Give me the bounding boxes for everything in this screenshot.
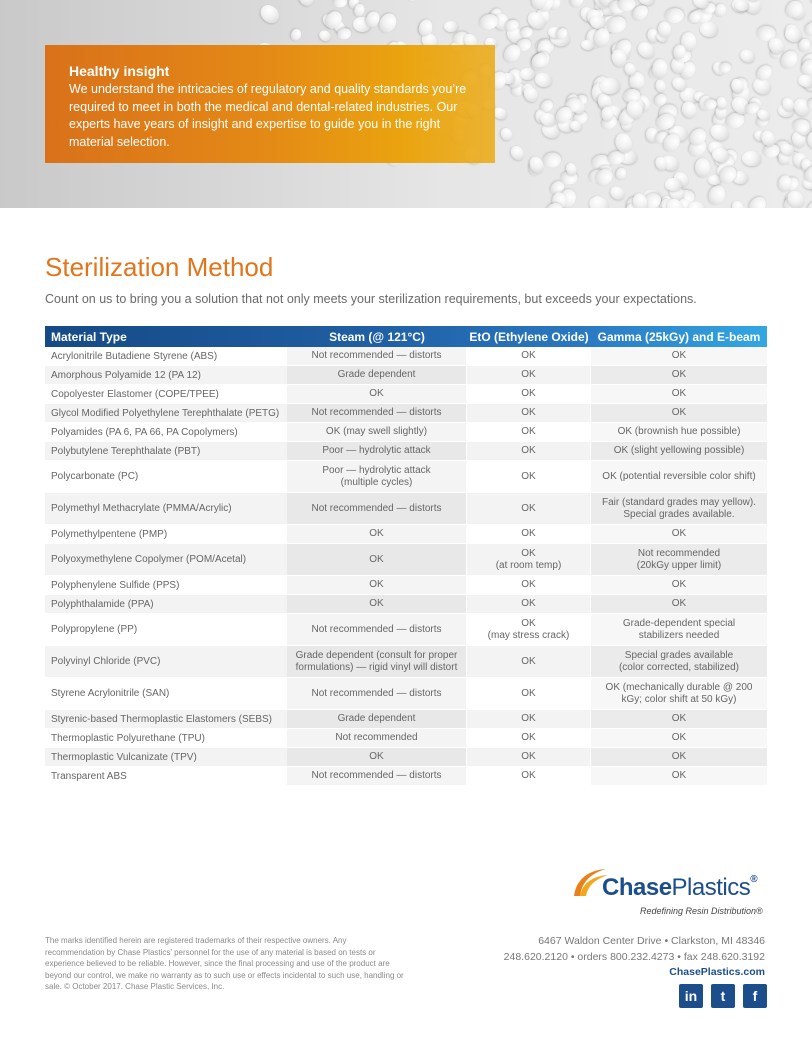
cell-gamma: OK (591, 576, 767, 594)
pellet (738, 47, 756, 64)
cell-gamma: OK (591, 366, 767, 384)
pellet (742, 151, 762, 167)
cell-steam: OK (287, 576, 467, 594)
cell-eto: OK (467, 678, 591, 709)
pellet (542, 152, 562, 168)
cell-steam: Not recommended — distorts (287, 767, 467, 785)
table-row (45, 404, 767, 423)
cell-eto: OK (467, 461, 591, 492)
cell-eto: OK (may stress crack) (467, 614, 591, 645)
cell-gamma: OK (potential reversible color shift) (591, 461, 767, 492)
cell-material: Acrylonitrile Butadiene Styrene (ABS) (51, 350, 218, 362)
chase-plastics-logo (570, 866, 770, 926)
cell-material: Copolyester Elastomer (COPE/TPEE) (51, 388, 219, 400)
header-material-type: Material Type (51, 329, 127, 344)
brand-name (602, 874, 757, 902)
cell-eto: OK (467, 366, 591, 384)
cell-gamma: OK (591, 748, 767, 766)
pellet (745, 194, 769, 208)
website-link[interactable]: ChasePlastics.com (669, 966, 765, 978)
linkedin-icon[interactable]: in (679, 984, 703, 1008)
sterilization-table (45, 326, 767, 786)
cell-steam: Not recommended — distorts (287, 614, 467, 645)
cell-gamma: Grade-dependent special stabilizers needed (591, 614, 767, 645)
cell-gamma: OK (slight yellowing possible) (591, 442, 767, 460)
table-row (45, 442, 767, 461)
cell-steam: OK (287, 385, 467, 403)
pellet (803, 20, 812, 38)
insight-body: We understand the intricacies of regulatory and quality standards you’re required to meet in both the medical and dental-related industries. Our experts have years of insight and expertise to guide you in the right material selection. (69, 82, 467, 149)
section-title: Sterilization Method (45, 252, 274, 282)
cell-gamma: OK (591, 347, 767, 365)
cell-eto: OK (467, 729, 591, 747)
pellet (296, 0, 316, 8)
phone-numbers: 248.620.2120 • orders 800.232.4273 • fax 248.620.3192 (503, 950, 765, 963)
table-row (45, 678, 767, 710)
table-row (45, 614, 767, 646)
table-row (45, 423, 767, 442)
pellet (808, 0, 812, 9)
cell-steam: OK (287, 525, 467, 543)
cell-material: Polyoxymethylene Copolymer (POM/Acetal) (51, 554, 247, 565)
pellet (705, 182, 728, 207)
table-row (45, 595, 767, 614)
cell-material: Thermoplastic Vulcanizate (TPV) (51, 751, 197, 763)
cell-gamma: OK (591, 710, 767, 728)
cell-eto: OK (467, 385, 591, 403)
pellet (694, 157, 710, 177)
header-steam: Steam (@ 121°C) (329, 329, 425, 344)
cell-material: Glycol Modified Polyethylene Terephthalate (PETG) (51, 407, 280, 419)
pellet (654, 79, 667, 94)
header-eto: EtO (Ethylene Oxide) (469, 329, 589, 344)
cell-gamma: OK (591, 525, 767, 543)
pellet (601, 106, 613, 121)
cell-gamma: OK (591, 385, 767, 403)
cell-material: Polyamides (PA 6, PA 66, PA Copolymers) (51, 426, 238, 438)
cell-steam: Grade dependent (287, 366, 467, 384)
pellet (499, 126, 515, 143)
table-row (45, 767, 767, 786)
cell-eto: OK (467, 347, 591, 365)
pellet (652, 58, 669, 78)
cell-material: Polypropylene (PP) (51, 624, 138, 635)
cell-material: Amorphous Polyamide 12 (PA 12) (51, 369, 201, 381)
cell-gamma: OK (mechanically durable @ 200 kGy; color shift at 50 kGy) (591, 678, 767, 709)
table-row (45, 461, 767, 493)
cell-gamma: Not recommended (20kGy upper limit) (591, 544, 767, 575)
cell-steam: Not recommended — distorts (287, 678, 467, 709)
table-row (45, 748, 767, 767)
cell-eto: OK (467, 423, 591, 441)
table-row (45, 710, 767, 729)
cell-steam: Not recommended — distorts (287, 493, 467, 524)
disclaimer: The marks identified herein are registered trademarks of their respective owners. Any recommendation by Chase Plastics’ personnel for the use of any material is based on tests or experience believed to be reliable. However, since the final processing and use of the product are beyond our control, we make no warranty as to such use or effects incidental to such use, handling or sale. © October 2017. Chase Plastic Services, Inc. (45, 936, 404, 991)
cell-gamma: OK (591, 767, 767, 785)
table-row (45, 729, 767, 748)
table-body (45, 347, 767, 786)
social-links (679, 984, 767, 1008)
cell-gamma: Fair (standard grades may yellow). Special grades available. (591, 493, 767, 524)
table-row (45, 347, 767, 366)
section-subtitle: Count on us to bring you a solution that not only meets your sterilization requirements, but exceeds your expectations. (45, 292, 697, 306)
pellet (258, 1, 283, 26)
cell-eto: OK (467, 767, 591, 785)
header-gamma: Gamma (25kGy) and E-beam (597, 329, 761, 344)
brand-tagline: Redefining Resin Distribution® (640, 906, 763, 916)
pellet (798, 38, 812, 54)
contact-info (504, 934, 765, 981)
pellet (444, 21, 459, 33)
cell-eto: OK (467, 646, 591, 677)
pellet (332, 0, 348, 8)
cell-material: Styrenic-based Thermoplastic Elastomers (SEBS) (51, 713, 273, 725)
table-row (45, 544, 767, 576)
cell-steam: Poor — hydrolytic attack (287, 442, 467, 460)
table-row (45, 576, 767, 595)
pellet (376, 11, 399, 36)
cell-material: Polyvinyl Chloride (PVC) (51, 656, 161, 667)
cell-material: Thermoplastic Polyurethane (TPU) (51, 732, 205, 744)
cell-material: Transparent ABS (51, 770, 127, 782)
cell-steam: OK (may swell slightly) (287, 423, 467, 441)
cell-gamma: OK (591, 595, 767, 613)
pellet (405, 0, 422, 3)
table-row (45, 646, 767, 678)
cell-eto: OK (467, 710, 591, 728)
pellet (792, 118, 810, 132)
cell-material: Polyphenylene Sulfide (PPS) (51, 579, 180, 591)
brand-chase: Chase (602, 874, 672, 901)
cell-eto: OK (467, 576, 591, 594)
insight-box (45, 45, 495, 163)
cell-steam: Grade dependent (287, 710, 467, 728)
cell-eto: OK (467, 595, 591, 613)
cell-steam: Grade dependent (consult for proper formulations) — rigid vinyl will distort (287, 646, 467, 677)
twitter-icon[interactable]: t (711, 984, 735, 1008)
cell-material: Styrene Acrylonitrile (SAN) (51, 688, 170, 699)
pellet (289, 28, 302, 43)
address: 6467 Waldon Center Drive • Clarkston, MI 48346 (538, 935, 765, 947)
cell-material: Polycarbonate (PC) (51, 471, 139, 482)
cell-material: Polyphthalamide (PPA) (51, 598, 154, 610)
cell-steam: OK (287, 544, 467, 575)
facebook-icon[interactable]: f (743, 984, 767, 1008)
hero-banner (0, 0, 812, 208)
table-row (45, 525, 767, 544)
cell-gamma: OK (591, 729, 767, 747)
table-row (45, 385, 767, 404)
pellet (714, 2, 728, 18)
cell-material: Polymethyl Methacrylate (PMMA/Acrylic) (51, 503, 232, 514)
brand-plastics: Plastics (671, 874, 751, 901)
pellet (729, 199, 745, 208)
brand-registered: ® (750, 874, 758, 885)
pellet (680, 100, 699, 121)
table-row (45, 493, 767, 525)
table-header (45, 326, 767, 347)
cell-steam: OK (287, 748, 467, 766)
pellet (317, 28, 333, 43)
pellet (508, 143, 526, 162)
cell-eto: OK (at room temp) (467, 544, 591, 575)
cell-gamma: Special grades available (color corrected, stabilized) (591, 646, 767, 677)
pellet (614, 166, 627, 181)
cell-eto: OK (467, 525, 591, 543)
pellet (699, 21, 719, 38)
cell-steam: Not recommended (287, 729, 467, 747)
insight-title: Healthy insight (69, 63, 170, 79)
cell-eto: OK (467, 493, 591, 524)
cell-steam: Poor — hydrolytic attack (multiple cycles) (287, 461, 467, 492)
cell-eto: OK (467, 404, 591, 422)
cell-steam: Not recommended — distorts (287, 347, 467, 365)
cell-steam: Not recommended — distorts (287, 404, 467, 422)
cell-steam: OK (287, 595, 467, 613)
table-row (45, 366, 767, 385)
cell-eto: OK (467, 748, 591, 766)
cell-material: Polybutylene Terephthalate (PBT) (51, 445, 201, 457)
cell-gamma: OK (591, 404, 767, 422)
pellet (533, 72, 553, 89)
pellet (608, 184, 627, 202)
cell-material: Polymethylpentene (PMP) (51, 528, 168, 540)
cell-gamma: OK (brownish hue possible) (591, 423, 767, 441)
cell-eto: OK (467, 442, 591, 460)
